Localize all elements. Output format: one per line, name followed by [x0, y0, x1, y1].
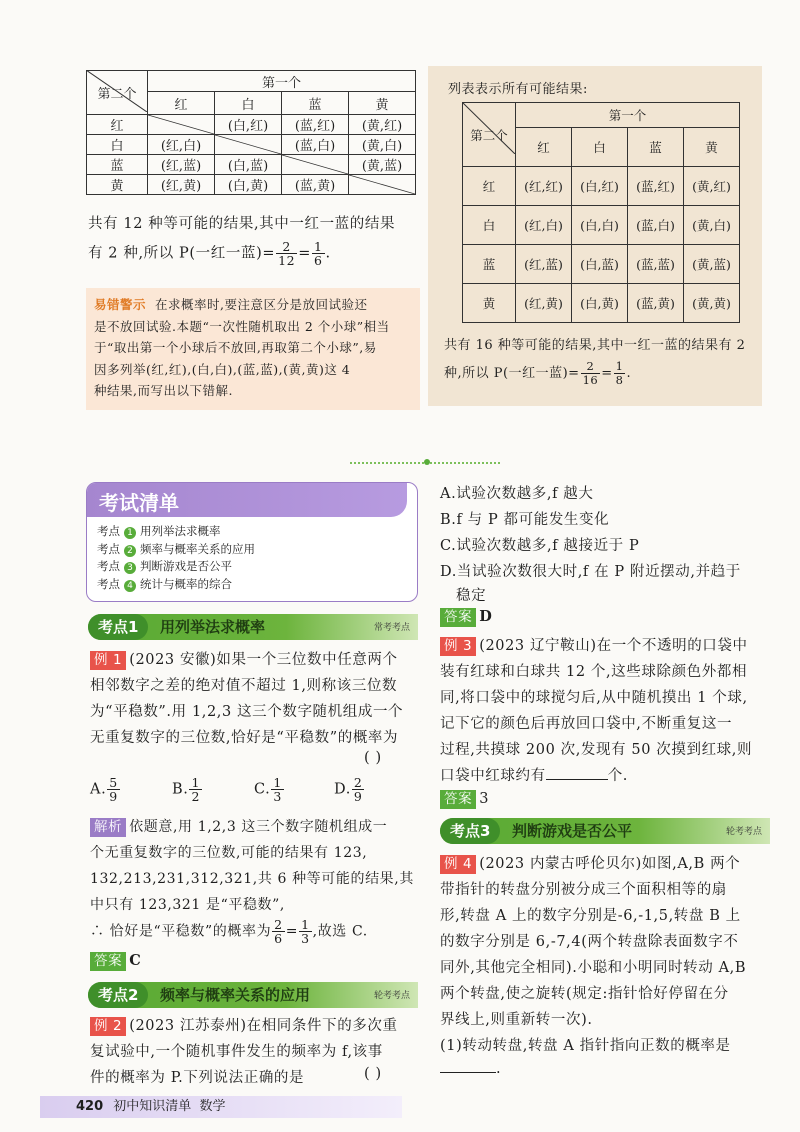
checklist-item[interactable]: 考点 3 判断游戏是否公平 — [97, 559, 232, 573]
left-table-col-header: 蓝 — [282, 92, 349, 115]
right-table-col-header: 红 — [516, 128, 572, 167]
right-intro: 列表表示所有可能结果: — [448, 82, 588, 97]
left-table-col-header: 白 — [215, 92, 282, 115]
right-table-cell: (蓝,红) — [628, 167, 684, 206]
left-table-cell: (红,黄) — [148, 175, 215, 195]
ex2-option-c[interactable]: C.试验次数越多,f 越接近于 P — [440, 538, 640, 554]
left-result-line2: 有 2 种,所以 P(一红一蓝)= $\frac{2}{12}$ = $\frac{1}{6}$ . — [88, 239, 331, 268]
subject: 数学 — [199, 1099, 226, 1114]
topic1-tag: 常考考点 — [373, 623, 410, 633]
right-table-top-header: 第一个 — [516, 103, 740, 128]
ex4-line3: 形,转盘 A 上的数字分别是-6,-1,5,转盘 B 上 — [440, 908, 741, 924]
right-table-col-header: 黄 — [684, 128, 740, 167]
left-table-cell — [215, 135, 282, 155]
right-table-row-header: 黄 — [463, 284, 516, 323]
ex4-line8: (1)转动转盘,转盘 A 指针指向正数的概率是 — [440, 1038, 731, 1054]
checklist-title-bar — [87, 483, 407, 517]
right-table-cell: (黄,蓝) — [684, 245, 740, 284]
right-table-cell: (红,白) — [516, 206, 572, 245]
ex1-option-c[interactable]: C. $\frac{1}{3}$ — [254, 775, 282, 804]
answer3: 答案 3 — [440, 790, 489, 809]
ex4-tag: 例 4 — [440, 855, 476, 874]
ex2-option-a[interactable]: A.试验次数越多,f 越大 — [440, 486, 594, 502]
ex4-line7: 界线上,则重新转一次). — [440, 1012, 593, 1028]
left-table-col-header: 红 — [148, 92, 215, 115]
left-table-cell: (蓝,白) — [282, 135, 349, 155]
checklist-item[interactable]: 考点 1 用列举法求概率 — [97, 524, 221, 538]
topic3-ribbon — [440, 818, 770, 844]
topic2-tag: 轮考考点 — [373, 991, 410, 1001]
right-table-row-header: 红 — [463, 167, 516, 206]
analysis1-line1: 解析 依题意,用 1,2,3 这三个数字随机组成一 — [90, 816, 387, 837]
topic2-title: 频率与概率关系的应用 — [160, 986, 311, 1004]
checklist-box — [86, 482, 418, 602]
right-table-corner-diagonal — [462, 102, 515, 154]
ex1-option-a[interactable]: A. $\frac{5}{9}$ — [90, 775, 118, 804]
topic3-title: 判断游戏是否公平 — [512, 822, 633, 840]
answer3-tag: 答案 — [440, 790, 476, 809]
checklist-item[interactable]: 考点 4 统计与概率的综合 — [97, 576, 232, 591]
right-table-cell: (白,蓝) — [572, 245, 628, 284]
left-table-cell: (白,蓝) — [215, 155, 282, 175]
right-table-row-header: 蓝 — [463, 245, 516, 284]
ex2-line1: 例 2 (2023 江苏泰州)在相同条件下的多次重 — [90, 1014, 398, 1036]
analysis1-tag: 解析 — [90, 818, 126, 837]
topic3-label: 考点3 — [440, 818, 500, 844]
left-table-cell — [148, 115, 215, 135]
left-table-row-header: 白 — [87, 135, 148, 155]
ex4-line9: . — [440, 1060, 501, 1077]
ex1-answer-paren: ( ) — [364, 750, 382, 766]
right-table-cell: (红,红) — [516, 167, 572, 206]
ex4-line2: 带指针的转盘分别被分成三个面积相等的扇 — [440, 882, 727, 898]
ex2-answer-paren: ( ) — [364, 1066, 382, 1082]
left-table-col-header: 黄 — [349, 92, 416, 115]
book-title: 初中知识清单 — [113, 1099, 192, 1114]
ex2-option-d[interactable]: D.当试验次数很大时,f 在 P 附近摆动,并趋于 — [440, 564, 741, 580]
ex1-line1: 例 1 (2023 安徽)如果一个三位数中任意两个 — [90, 648, 398, 670]
answer1: 答案 C — [90, 952, 141, 971]
right-table-col-header: 白 — [572, 128, 628, 167]
right-table-cell: (蓝,蓝) — [628, 245, 684, 284]
ex2-line3: 件的概率为 P.下列说法正确的是 — [90, 1070, 305, 1086]
checklist-item[interactable]: 考点 2 频率与概率关系的应用 — [97, 541, 255, 556]
topic2-ribbon — [88, 982, 418, 1008]
left-table-cell — [282, 155, 349, 175]
ex3-line5: 过程,共摸球 200 次,发现有 50 次摸到红球,则 — [440, 742, 753, 758]
ex3-line6: 口袋中红球约有 个. — [440, 768, 629, 784]
right-table-corner: 第二个 — [463, 103, 516, 167]
ex4-line4: 的数字分别是 6,-7,4(两个转盘除表面数字不 — [440, 934, 739, 950]
right-table-col-header: 蓝 — [628, 128, 684, 167]
ex2-option-d-cont: 稳定 — [456, 588, 487, 604]
ex4-line1: 例 4 (2023 内蒙古呼伦贝尔)如图,A,B 两个 — [440, 852, 740, 874]
left-table-row-header: 蓝 — [87, 155, 148, 175]
ex3-line4: 记下它的颜色后再放回口袋中,不断重复这一 — [440, 716, 733, 732]
ex4-line5: 同外,其他完全相同).小聪和小明同时转动 A,B — [440, 960, 747, 976]
left-table-cell: (黄,蓝) — [349, 155, 416, 175]
answer2-tag: 答案 — [440, 608, 476, 627]
page-number: 420 — [76, 1099, 104, 1114]
ex2-option-b[interactable]: B.f 与 P 都可能发生变化 — [440, 512, 610, 528]
ex1-line2: 相邻数字之差的绝对值不超过 1,则称该三位数 — [90, 678, 398, 694]
analysis1-line2: 个无重复数字的三位数,可能的结果有 123, — [90, 845, 368, 861]
left-table-cell: (红,白) — [148, 135, 215, 155]
ex1-option-b[interactable]: B. $\frac{1}{2}$ — [172, 775, 201, 804]
left-result-line1: 共有 12 种等可能的结果,其中一红一蓝的结果 — [88, 216, 396, 232]
page-footer — [40, 1096, 402, 1118]
warning-box: 易错警示 在求概率时,要注意区分是放回试验还 是不放回试验.本题“一次性随机取出 2 个小球”相当 于“取出第一个小球后不放回,再取第二个小球”,易 因多列举(红,红),(白,白),(蓝,蓝),(黄,黄)这 4 种结果,而写出以下错解. — [86, 288, 420, 410]
ex4-answer-blank[interactable] — [440, 1060, 496, 1073]
left-table-cell — [349, 175, 416, 195]
left-table-row-header: 黄 — [87, 175, 148, 195]
left-table-top-header: 第一个 — [148, 71, 416, 92]
section-divider-dot — [424, 459, 430, 465]
topic3-tag: 轮考考点 — [725, 827, 762, 837]
right-table-cell: (白,红) — [572, 167, 628, 206]
ex3-answer-blank[interactable] — [546, 767, 608, 780]
ex1-tag: 例 1 — [90, 651, 126, 670]
answer1-tag: 答案 — [90, 952, 126, 971]
ex3-line2: 装有红球和白球共 12 个,这些球除颜色外都相 — [440, 664, 748, 680]
left-table-cell: (红,蓝) — [148, 155, 215, 175]
right-table-cell: (黄,白) — [684, 206, 740, 245]
ex1-option-d[interactable]: D. $\frac{2}{9}$ — [334, 775, 363, 804]
topic1-label: 考点1 — [88, 614, 148, 640]
left-table-cell: (白,黄) — [215, 175, 282, 195]
analysis1-line5: ∴ 恰好是“平稳数”的概率为 $\frac{2}{6}$ = $\frac{1}{3}$ ,故选 C. — [90, 917, 368, 946]
left-table-cell: (白,红) — [215, 115, 282, 135]
right-table-cell: (黄,红) — [684, 167, 740, 206]
right-table-cell: (蓝,黄) — [628, 284, 684, 323]
left-table-corner-diagonal — [86, 70, 147, 112]
right-table-cell: (黄,黄) — [684, 284, 740, 323]
right-table-cell: (白,黄) — [572, 284, 628, 323]
topic1-ribbon — [88, 614, 418, 640]
ex3-tag: 例 3 — [440, 637, 476, 656]
right-result-line2: 种,所以 P(一红一蓝)= $\frac{2}{16}$ = $\frac{1}{8}$ . — [444, 359, 632, 387]
right-table-cell: (蓝,白) — [628, 206, 684, 245]
right-table-cell: (红,黄) — [516, 284, 572, 323]
ex1-line3: 为“平稳数”.用 1,2,3 这三个数字随机组成一个 — [90, 704, 404, 720]
ex3-line3: 同,将口袋中的球搅匀后,从中随机摸出 1 个球, — [440, 690, 748, 706]
ex1-line4: 无重复数字的三位数,恰好是“平稳数”的概率为 — [90, 730, 399, 746]
right-table-cell: (白,白) — [572, 206, 628, 245]
analysis1-line3: 132,213,231,312,321,共 6 种等可能的结果,其 — [90, 871, 414, 887]
checklist-title: 考试清单 — [99, 491, 179, 515]
left-table-cell: (黄,红) — [349, 115, 416, 135]
ex4-line6: 两个转盘,使之旋转(规定:指针恰好停留在分 — [440, 986, 729, 1002]
topic2-label: 考点2 — [88, 982, 148, 1008]
analysis1-line4: 中只有 123,321 是“平稳数”, — [90, 897, 285, 913]
left-table-row-header: 红 — [87, 115, 148, 135]
left-table-cell: (黄,白) — [349, 135, 416, 155]
answer2: 答案 D — [440, 608, 492, 627]
left-table-cell: (蓝,红) — [282, 115, 349, 135]
right-table-row-header: 白 — [463, 206, 516, 245]
ex3-line1: 例 3 (2023 辽宁鞍山)在一个不透明的口袋中 — [440, 634, 748, 656]
left-table-cell: (蓝,黄) — [282, 175, 349, 195]
right-result-line1: 共有 16 种等可能的结果,其中一红一蓝的结果有 2 — [444, 338, 746, 353]
left-table-corner: 第二个 — [87, 71, 148, 115]
topic1-title: 用列举法求概率 — [160, 618, 266, 636]
right-table-cell: (红,蓝) — [516, 245, 572, 284]
ex2-line2: 复试验中,一个随机事件发生的频率为 f,该事 — [90, 1044, 383, 1060]
warning-title: 易错警示 — [94, 297, 147, 312]
ex2-tag: 例 2 — [90, 1017, 126, 1036]
